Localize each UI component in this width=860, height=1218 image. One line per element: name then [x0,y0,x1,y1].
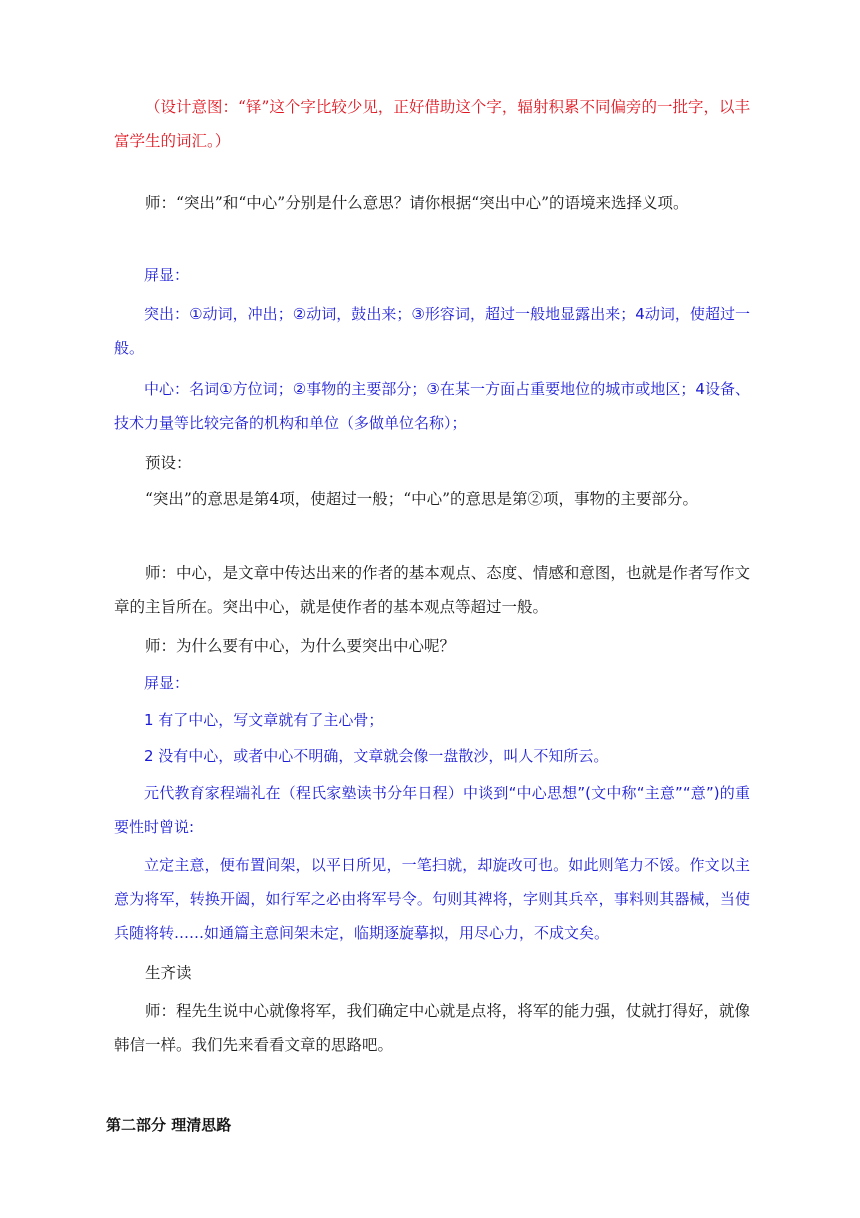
point-1: 1 有了中心，写文章就有了主心骨； [144,711,384,729]
design-intent-note: （设计意图：“铎”这个字比较少见，正好借助这个字，辐射积累不同偏旁的一批字，以丰富学生的词汇。） [114,98,750,150]
cheng-duanli-intro: 元代教育家程端礼在（程氏家塾读书分年日程）中谈到“中心思想”(文中称“主意”“意”)的重要性时曾说: [114,784,750,836]
zhongxin-definition: 中心：名词①方位词；②事物的主要部分；③在某一方面占重要地位的城市或地区；4设备、技术力量等比较完备的机构和单位（多做单位名称）； [114,380,750,432]
tuchu-definition: 突出：①动词，冲出；②动词，鼓出来；③形容词，超过一般地显露出来；4动词，使超过一般。 [114,305,750,357]
students-read: 生齐读 [145,964,192,982]
cheng-duanli-quote: 立定主意，便布置间架，以平日所见，一笔扫就，却旋改可也。如此则笔力不馁。作文以主意为将军，转换开阖，如行军之必由将军号令。句则其裨将，字则其兵卒，事料则其器械，当使兵随将转……如通篇主意间架未定，临期逐旋摹拟，用尽心力，不成文矣。 [114,856,750,942]
point-2: 2 没有中心，或者中心不明确，文章就会像一盘散沙，叫人不知所云。 [144,747,609,765]
teacher-summary: 师：程先生说中心就像将军，我们确定中心就是点将，将军的能力强，仗就打得好，就像韩信一样。我们先来看看文章的思路吧。 [114,1002,750,1054]
screen-display-label-2: 屏显： [144,674,190,692]
teacher-question-1: 师：“突出”和“中心”分别是什么意思？请你根据“突出中心”的语境来选择义项。 [145,194,689,212]
preset-answer: “突出”的意思是第4项，使超过一般；“中心”的意思是第②项，事物的主要部分。 [145,490,699,508]
teacher-question-2: 师：为什么要有中心，为什么要突出中心呢？ [145,637,456,655]
preset-label: 预设： [145,454,192,472]
teacher-explanation: 师：中心，是文章中传达出来的作者的基本观点、态度、情感和意图，也就是作者写作文章的主旨所在。突出中心，就是使作者的基本观点等超过一般。 [114,564,750,616]
screen-display-label-1: 屏显： [144,266,190,284]
section-2-heading: 第二部分 理清思路 [106,1116,232,1134]
